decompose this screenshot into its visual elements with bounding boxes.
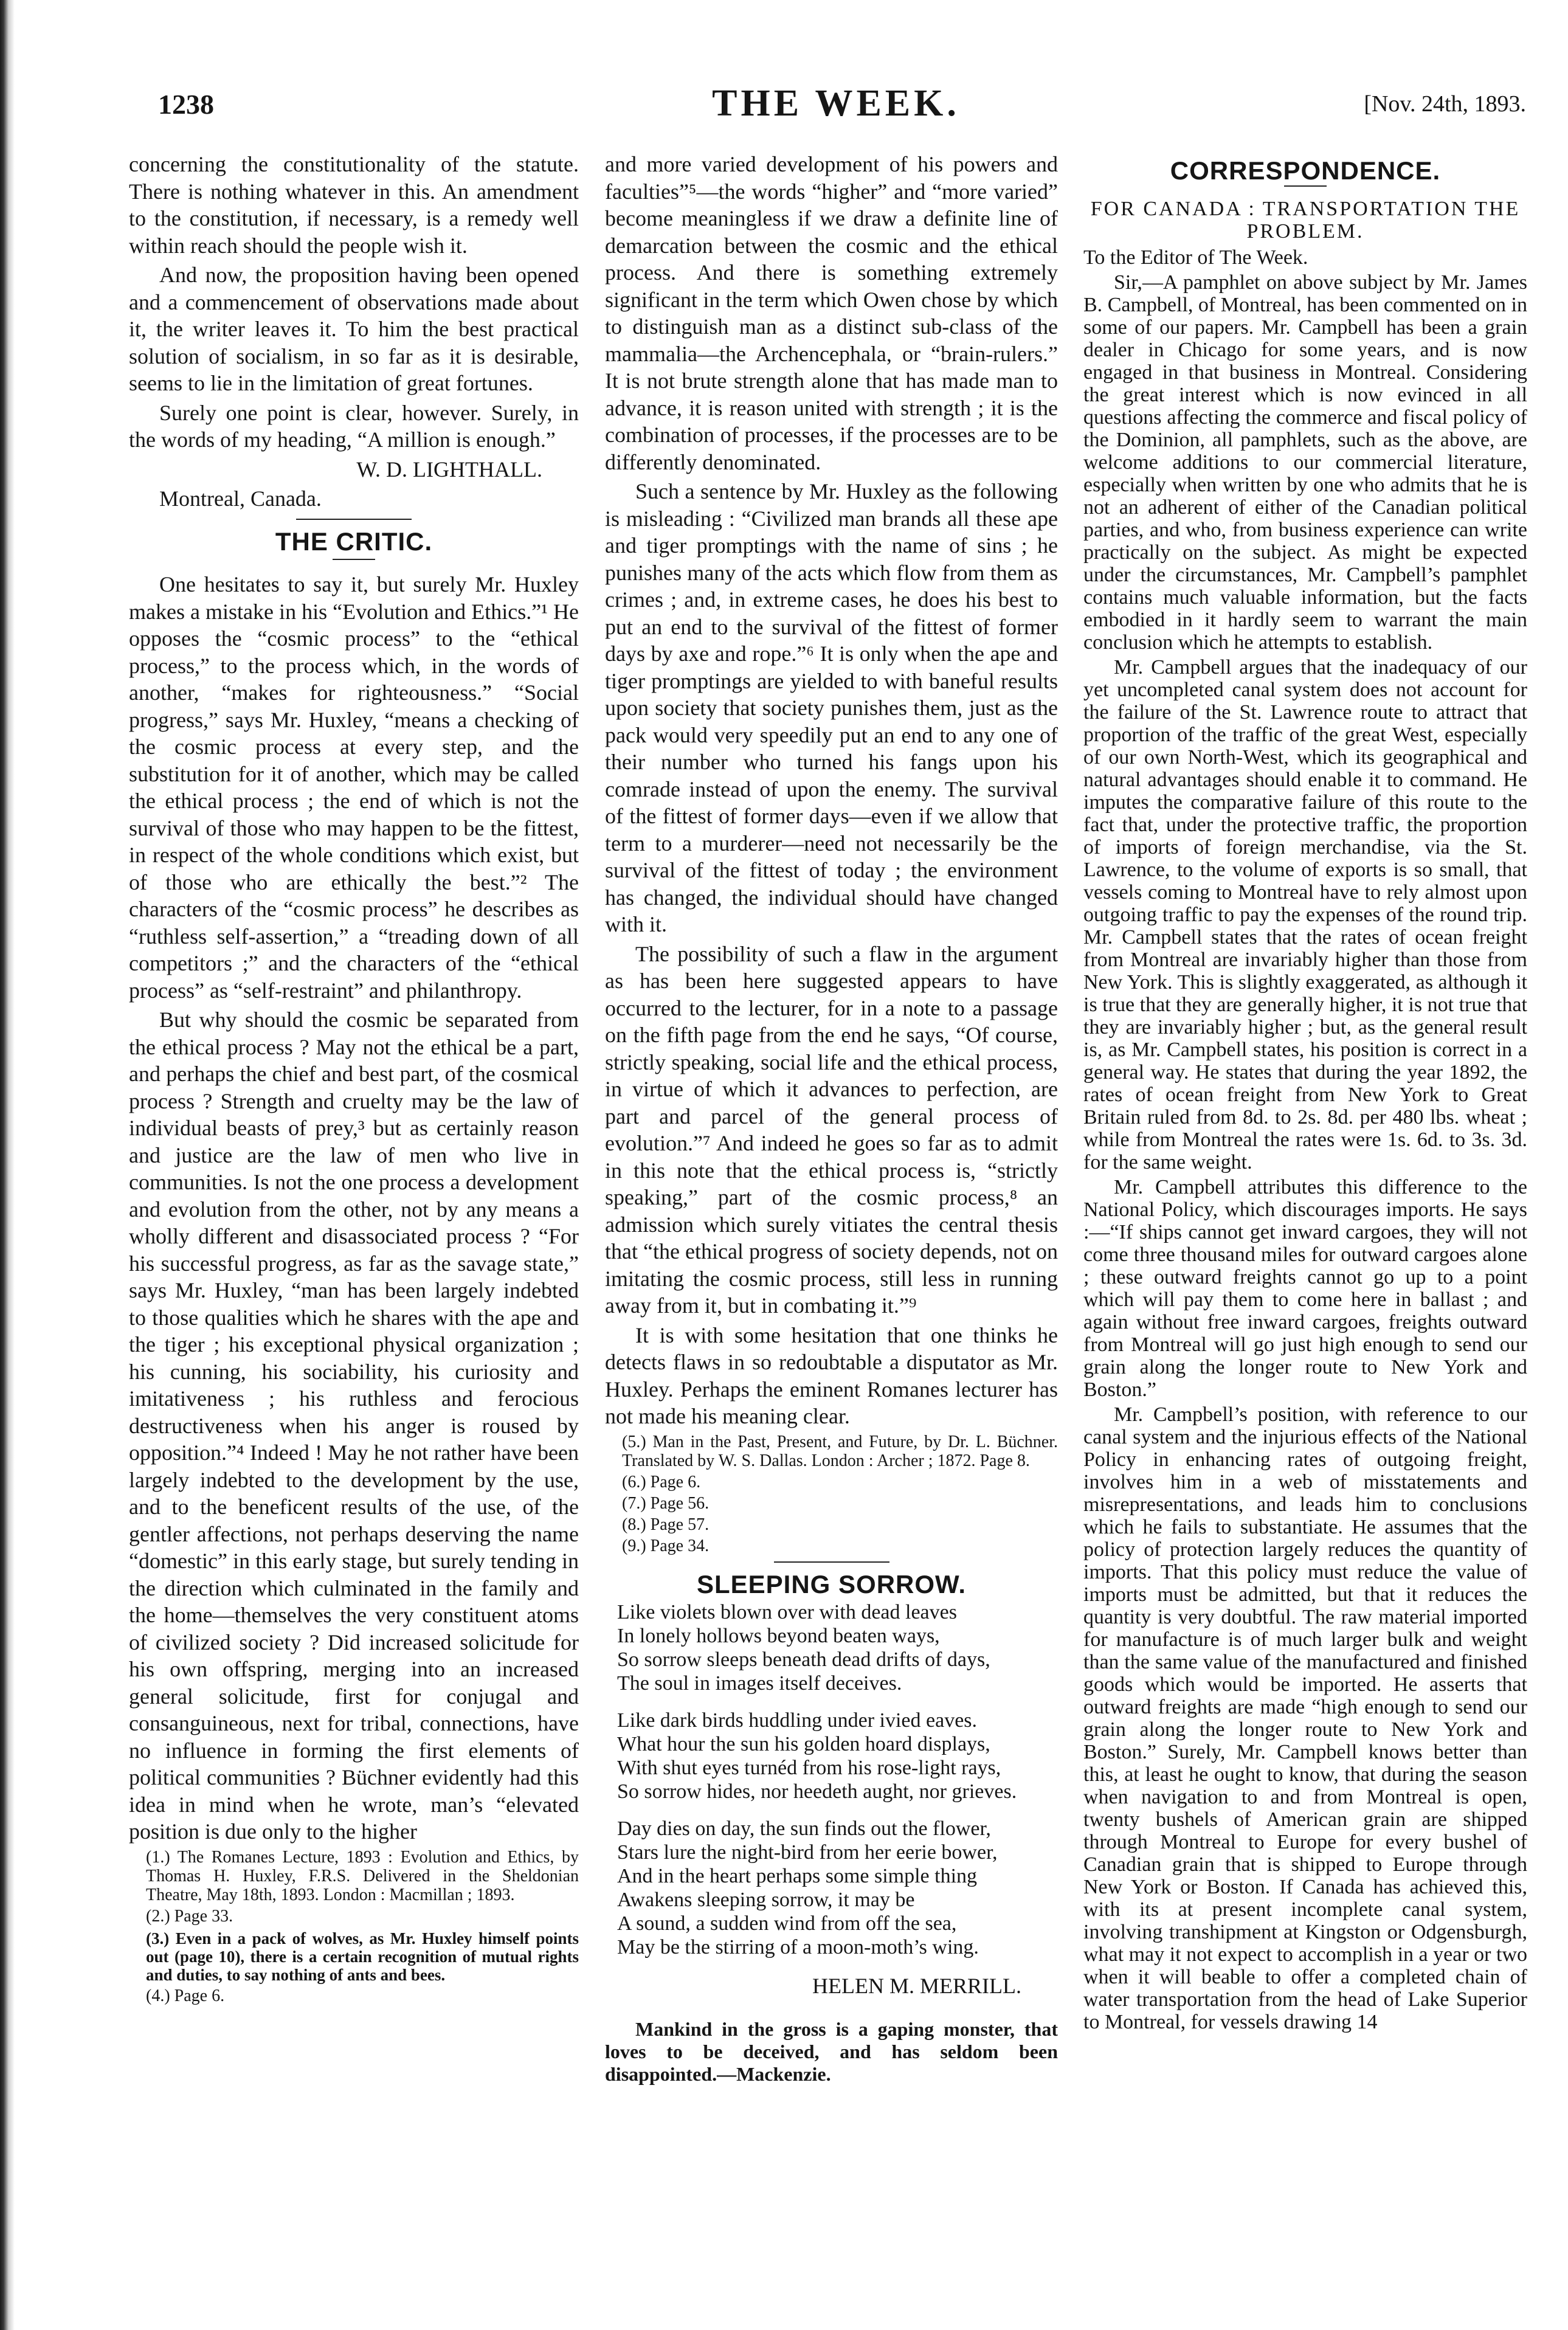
poem-line: Like dark birds huddling under ivied eaves. <box>617 1709 978 1732</box>
footnote: (7.) Page 56. <box>622 1493 710 1513</box>
paragraph: concerning the constitutionality of the statute. There is nothing whatever in this. An amendment to the constitution, if necessary, is a remedy well within reach should the people wish it. <box>129 152 579 258</box>
footnote: (2.) Page 33. <box>146 1906 233 1926</box>
poem-line: So sorrow hides, nor heedeth aught, nor grieves. <box>617 1780 1017 1803</box>
paragraph: But why should the cosmic be separated from the ethical process ? May not the ethical be a part, and perhaps the chief and best part, of the cosmical process ? Strength and cruelty may be the law of individual beasts of prey,³ but as certainly reason and justice are the law of men who live in communities. Is not the one process a development and evolution from the other, not by any means a wholly different and disassociated process ? “For his successful progress, as far as the savage state,” says Mr. Huxley, “man has been largely indebted to those qualities which he shares with the ape and the tiger ; his exceptional physical organization ; his cunning, his sociability, his curiosity and imitativeness ; his ruthless and ferocious destructiveness when his anger is roused by opposition.”⁴ Indeed ! May he not rather have been largely indebted to the development by the use, and to the beneficent results of the use, of the gentler affections, not perhaps deserving the name “domestic” in this early stage, but surely tending in the direction which culminated in the family and the home—themselves the very constituent atoms of civilized society ? Did increased solicitude for his own offspring, merging into an increased general solicitude, first for conjugal and consanguineous, next for tribal, connections, have no influence in forming the first elements of political communities ? Büchner evidently had this idea in mind when he wrote, man’s “elevated position is due only to the higher <box>129 1008 579 1844</box>
correspondence-heading: CORRESPONDENCE. <box>1170 156 1441 185</box>
paragraph: Sir,—A pamphlet on above subject by Mr. James B. Campbell, of Montreal, has been commented on in some of our papers. Mr. Campbell has been a grain dealer in Chicago for some years, and is now engaged in that business in Montreal. Considering the great interest which is now evinced in all questions affecting the commerce and fiscal policy of the Dominion, all pamphlets, such as the above, are welcome additions to our commercial literature, especially when written by one who admits that he is not an adherent of either of the Canadian political parties, and who, from business experience can write practically on the subject. As might be expected under the circumstances, Mr. Campbell’s pamphlet contains much valuable information, but the facts embodied in it hardly seem to warrant the main conclusion which he attempts to establish. <box>1083 271 1527 654</box>
poem-stanza-1 <box>617 1600 1058 1695</box>
footnote: (6.) Page 6. <box>622 1472 701 1492</box>
poem-line: With shut eyes turnéd from his rose-light rays, <box>617 1757 1001 1779</box>
paragraph: Mr. Campbell’s position, with reference to our canal system and the injurious effects of the National Policy in enhancing rates of outgoing freight, involves him in a web of misstatements and misrepresentations, and leads him to conclusions which he fails to substantiate. He assumes that the policy of protection largely reduces the quantity of imports. That this policy must reduce the value of imports must be admitted, but that it reduces the quantity is very doubtful. The raw material imported for manufacture is of much larger bulk and weight than the same value of the manufactured and finished goods which would be imported. He asserts that outward freights are made “high enough to send our grain along the longer route to New York and Boston.” Surely, Mr. Campbell knows better than this, at least he ought to know, that during the season when navigation to and from Montreal is open, twenty bushels of American grain are shipped through Montreal to Europe for every bushel of Canadian grain that is shipped to Europe through New York or Boston. If Canada has achieved this, with its at present incomplete canal system, involving transhipment at Kingston or Odgensburgh, what may it not expect to accomplish in a year or two when it will beable to offer a completed chain of water transportation from the head of Lake Superior to Montreal, for vessels drawing 14 <box>1083 1403 1527 2033</box>
scan-edge-shadow <box>0 0 15 2330</box>
masthead: THE WEEK. <box>712 83 960 124</box>
letter-title: FOR CANADA : TRANSPORTATION THE PROBLEM. <box>1090 198 1521 243</box>
paragraph: It is with some hesitation that one thinks he detects flaws in so redoubtable a disputator as Mr. Huxley. Perhaps the eminent Romanes lecturer has not made his meaning clear. <box>605 1322 1058 1428</box>
page-number: 1238 <box>158 89 214 120</box>
poem-line: And in the heart perhaps some simple thing <box>617 1865 978 1887</box>
poet-signature: HELEN M. MERRILL. <box>812 1974 1021 1998</box>
poem-stanza-2 <box>617 1709 1058 1803</box>
column-1 <box>129 151 579 2007</box>
paragraph: Mr. Campbell attributes this difference to the National Policy, which discourages imports. He says :—“If ships cannot get inward cargoes, they will not come three thousand miles for outward cargoes alone ; these outward freights cannot go up to a point which will pay them to come here in ballast ; and again without free inward cargoes, freights outward from Montreal will go just high enough to send our grain along the longer route to New York and Boston.” <box>1083 1176 1527 1401</box>
paragraph: Mr. Campbell argues that the inadequacy of our yet uncompleted canal system does not account for the failure of the St. Lawrence route to attract that proportion of the traffic of the great West, especially of our own North-West, which its geographical and natural advantages should enable it to command. He imputes the comparative failure of this route to the fact that, under the protective traffic, the proportion of imports of foreign merchandise, via the St. Lawrence, to the volume of exports is so small, that vessels coming to Montreal have to rely almost upon outgoing traffic to pay the expenses of the round trip. Mr. Campbell states that the rates of ocean freight from Montreal are invariably higher than those from New York. This is slightly exaggerated, as although it is true that they are generally higher, it is not true that they are invariably higher ; but, as the general result is, as Mr. Campbell states, his position is correct in a general way. He states that during the year 1892, the rates of ocean freight from New York to Great Britain ruled from 8d. to 2s. 8d. per 480 lbs. wheat ; while from Montreal the rates were 1s. 6d. to 3s. 3d. for the same weight. <box>1083 656 1527 1174</box>
section-divider <box>774 1561 889 1563</box>
paragraph: and more varied development of his powers and faculties”⁵—the words “higher” and “more varied” become meaningless if we draw a definite line of demarcation between the cosmic and the ethical process. And there is something extremely significant in the term which Owen chose by which to distinguish man as a distinct sub-class of the mammalia—the Archencephala, or “brain-rulers.” It is not brute strength alone that has made man to advance, it is reason united with strength ; it is the combination of processes, if the processes are to be differently denominated. <box>605 152 1058 474</box>
poem-line: So sorrow sleeps beneath dead drifts of days, <box>617 1648 990 1671</box>
poem-line: Like violets blown over with dead leaves <box>617 1601 957 1623</box>
footnote: (5.) Man in the Past, Present, and Future, by Dr. L. Büchner. Translated by W. S. Dallas. London : Archer ; 1872. Page 8. <box>622 1432 1058 1470</box>
poem-stanza-3 <box>617 1817 1058 1959</box>
poem-line: Stars lure the night-bird from her eerie bower, <box>617 1841 998 1864</box>
poem-line: The soul in images itself deceives. <box>617 1672 902 1695</box>
issue-date: [Nov. 24th, 1893. <box>1364 91 1526 117</box>
poem-line: May be the stirring of a moon-moth’s wing. <box>617 1936 979 1958</box>
poem-line: In lonely hollows beyond beaten ways, <box>617 1625 940 1647</box>
paragraph: One hesitates to say it, but surely Mr. Huxley makes a mistake in his “Evolution and Ethics.”¹ He opposes the “cosmic process” to the “ethical process,” to the process which, in the words of another, “makes for righteousness.” “Social progress,” says Mr. Huxley, “means a checking of the cosmic process at every step, and the substitution for it of another, which may be called the ethical process ; the end of which is not the survival of those who may happen to be the fittest, in respect of the whole conditions which exist, but of those who are ethically the best.”² The characters of the “cosmic process” he describes as “ruthless self-assertion,” a “treading down of all competitors ;” and the characters of the “ethical process” as “self-restraint” and philanthropy. <box>129 572 579 1003</box>
footnote: (8.) Page 57. <box>622 1515 710 1534</box>
closing-quote: Mankind in the gross is a gaping monster, that loves to be deceived, and has seldom been disappointed.—Mackenzie. <box>605 2017 1058 2085</box>
poem-line: What hour the sun his golden hoard displays, <box>617 1733 990 1755</box>
footnote: (4.) Page 6. <box>146 1986 225 2005</box>
section-divider <box>296 519 412 520</box>
paragraph: And now, the proposition having been opened and a commencement of observations made about it, the writer leaves it. To him the best practical solution of socialism, in so far as it is desirable, seems to lie in the limitation of great fortunes. <box>129 263 579 395</box>
column-3 <box>1083 151 1527 2036</box>
footnote: (9.) Page 34. <box>622 1536 710 1555</box>
poem-line: A sound, a sudden wind from off the sea, <box>617 1912 957 1935</box>
letter-salutation: To the Editor of The Week. <box>1083 246 1308 269</box>
paragraph: The possibility of such a flaw in the argument as has been here suggested appears to have occurred to the lecturer, for in a note to a passage on the fifth page from the end he says, “Of course, strictly speaking, social life and the ethical process, in virtue of which it advances to perfection, are part and parcel of the general process of evolution.”⁷ And indeed he goes so far as to admit in this note that the ethical process is, “strictly speaking,” part of the cosmic process,⁸ an admission which surely vitiates the central thesis that “the ethical progress of society depends, not on imitating the cosmic process, still less in running away from it, but in combating it.”⁹ <box>605 941 1058 1318</box>
footnote: (3.) Even in a pack of wolves, as Mr. Huxley himself points out (page 10), there is a certain recognition of mutual rights and duties, to say nothing of ants and bees. <box>146 1929 579 1984</box>
paragraph: Surely one point is clear, however. Surely, in the words of my heading, “A million is enough.” <box>129 400 579 452</box>
poem-title: SLEEPING SORROW. <box>696 1569 967 1599</box>
critic-heading: THE CRITIC. <box>275 527 433 556</box>
poem-line: Day dies on day, the sun finds out the flower, <box>617 1817 991 1840</box>
author-place: Montreal, Canada. <box>159 486 322 511</box>
page-header <box>146 82 1526 137</box>
column-2 <box>605 151 1058 2088</box>
heading-rule <box>1284 185 1327 187</box>
footnote: (1.) The Romanes Lecture, 1893 : Evolution and Ethics, by Thomas H. Huxley, F.R.S. Delivered in the Sheldonian Theatre, May 18th, 1893. London : Macmillan ; 1893. <box>146 1847 579 1904</box>
author-signature: W. D. LIGHTHALL. <box>356 457 542 482</box>
poem-line: Awakens sleeping sorrow, it may be <box>617 1889 915 1911</box>
heading-rule <box>333 559 375 560</box>
paragraph: Such a sentence by Mr. Huxley as the following is misleading : “Civilized man brands all these ape and tiger promptings with the name of sins ; he punishes many of the acts which flow from them as crimes ; and, in extreme cases, he does his best to put an end to the survival of the fittest of former days by axe and rope.”⁶ It is only when the ape and tiger promptings are yielded to with baneful results upon society that society punishes them, just as the pack would very speedily put an end to any one of their number who turned his fangs upon his comrade instead of upon the enemy. The survival of the fittest of former days—even if we allow that term to a murderer—need not necessarily be the survival of the fittest of today ; the environment has changed, the individual should have changed with it. <box>605 479 1058 936</box>
